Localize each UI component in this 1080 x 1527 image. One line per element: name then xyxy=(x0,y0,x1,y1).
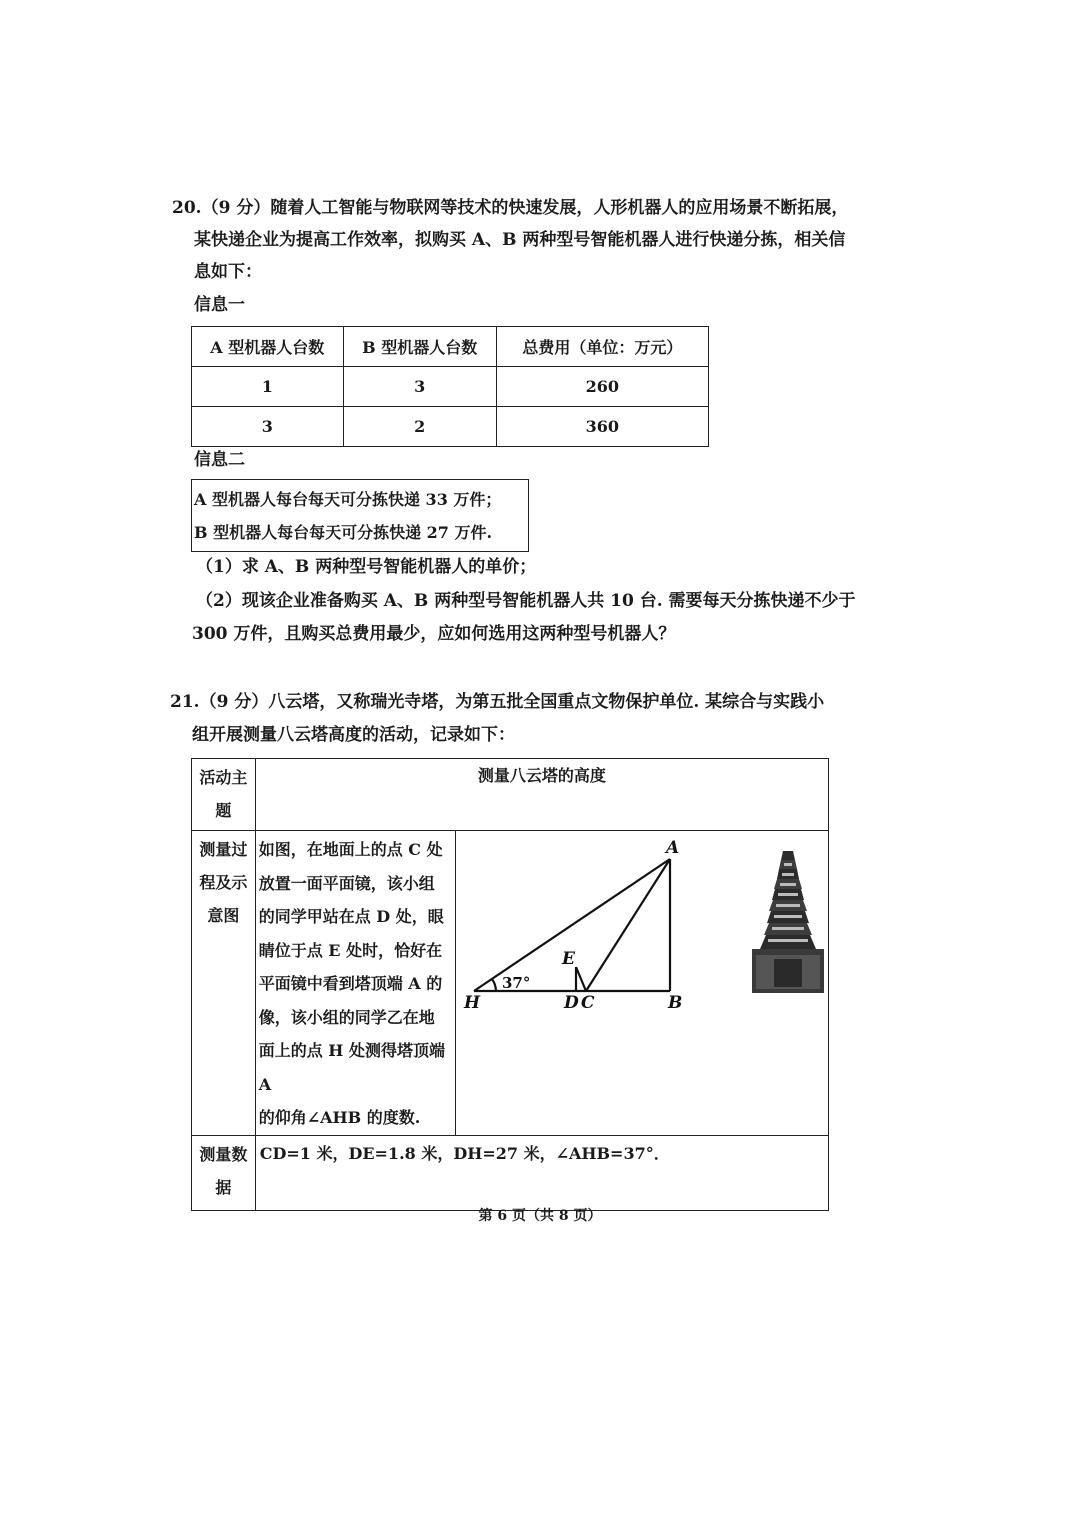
table-cell: 1 xyxy=(192,367,344,407)
info2-label: 信息二 xyxy=(194,450,245,470)
table-cell: 3 xyxy=(192,407,344,447)
label-b: B xyxy=(668,993,683,1013)
table-header-cell: 总费用（单位：万元） xyxy=(496,327,708,367)
q21-line-2: 组开展测量八云塔高度的活动，记录如下： xyxy=(192,725,515,745)
row-label-process xyxy=(192,831,256,1136)
measurement-data: CD=1 米，DE=1.8 米，DH=27 米，∠AHB=37°． xyxy=(255,1135,828,1210)
geometry-diagram xyxy=(456,831,828,1103)
line-ca xyxy=(586,859,670,991)
line-ha xyxy=(474,859,670,991)
table-cell: 260 xyxy=(496,367,708,407)
q20-line-3: 息如下： xyxy=(194,262,262,282)
process-line: 的仰角∠AHB 的度数. xyxy=(258,1108,421,1127)
label-e: E xyxy=(562,949,575,969)
q20-line-2: 某快递企业为提高工作效率，拟购买 A、B 两种型号智能机器人进行快递分拣，相关信 xyxy=(194,230,846,250)
q20-sub-1: （1）求 A、B 两种型号智能机器人的单价； xyxy=(196,557,537,577)
table-header-row xyxy=(192,327,709,367)
table-cell: 3 xyxy=(343,367,496,407)
process-line: 睛位于点 E 处时，恰好在 xyxy=(258,940,443,960)
info1-label: 信息一 xyxy=(194,295,245,315)
process-line: 面上的点 H 处测得塔顶端 A xyxy=(258,1041,445,1094)
process-line: 的同学甲站在点 D 处，眼 xyxy=(258,907,444,926)
table-header-cell: B 型机器人台数 xyxy=(343,327,496,367)
pagoda-image xyxy=(752,851,824,993)
label-c: C xyxy=(581,993,595,1013)
table-cell: 2 xyxy=(343,407,496,447)
label-part: 测量过 xyxy=(199,840,248,859)
table-cell: 360 xyxy=(496,407,708,447)
q20-line-1: 20.（9 分）随着人工智能与物联网等技术的快速发展，人形机器人的应用场景不断拓展， xyxy=(172,198,849,218)
process-line: 如图，在地面上的点 C 处 xyxy=(258,840,443,859)
label-h: H xyxy=(464,993,481,1013)
info1-table xyxy=(191,326,709,447)
line-ec xyxy=(576,967,586,991)
label-part: 意图 xyxy=(207,906,240,925)
table-row xyxy=(192,1135,829,1210)
table-row xyxy=(192,407,709,447)
table-row xyxy=(192,831,829,1136)
angle-label: 37° xyxy=(502,974,531,992)
theme-content: 测量八云塔的高度 xyxy=(255,759,828,831)
table-row xyxy=(192,367,709,407)
activity-table xyxy=(191,758,829,1211)
info2-line-2: B 型机器人每台每天可分拣快递 27 万件. xyxy=(194,523,493,542)
process-line: 像，该小组的同学乙在地 xyxy=(258,1007,435,1027)
process-line: 平面镜中看到塔顶端 A 的 xyxy=(258,974,443,993)
q21-line-1: 21.（9 分）八云塔，又称瑞光寺塔，为第五批全国重点文物保护单位. 某综合与实践小 xyxy=(170,692,825,712)
page-footer: 第 6 页（共 8 页） xyxy=(478,1208,602,1224)
row-label-data xyxy=(192,1135,256,1210)
q20-sub-2-line-2: 300 万件，且购买总费用最少，应如何选用这两种型号机器人？ xyxy=(192,624,676,644)
label-part: 测量数 xyxy=(199,1144,248,1164)
process-text xyxy=(255,831,455,1136)
table-row xyxy=(192,759,829,831)
table-header-cell: A 型机器人台数 xyxy=(192,327,344,367)
label-part: 活动主 xyxy=(199,768,248,787)
process-line: 放置一面平面镜，该小组 xyxy=(258,873,435,893)
label-part: 题 xyxy=(215,801,232,820)
label-d: D xyxy=(564,993,579,1013)
label-part: 程及示 xyxy=(199,873,248,892)
q20-sub-2-line-1: （2）现该企业准备购买 A、B 两种型号智能机器人共 10 台. 需要每天分拣快递不少于 xyxy=(196,591,856,611)
info2-box xyxy=(191,479,529,552)
info2-line-1: A 型机器人每台每天可分拣快递 33 万件； xyxy=(194,490,502,509)
angle-arc xyxy=(492,979,496,991)
row-label-theme xyxy=(192,759,256,831)
label-a: A xyxy=(666,838,680,858)
diagram-cell xyxy=(456,831,829,1136)
label-part: 据 xyxy=(215,1177,232,1197)
